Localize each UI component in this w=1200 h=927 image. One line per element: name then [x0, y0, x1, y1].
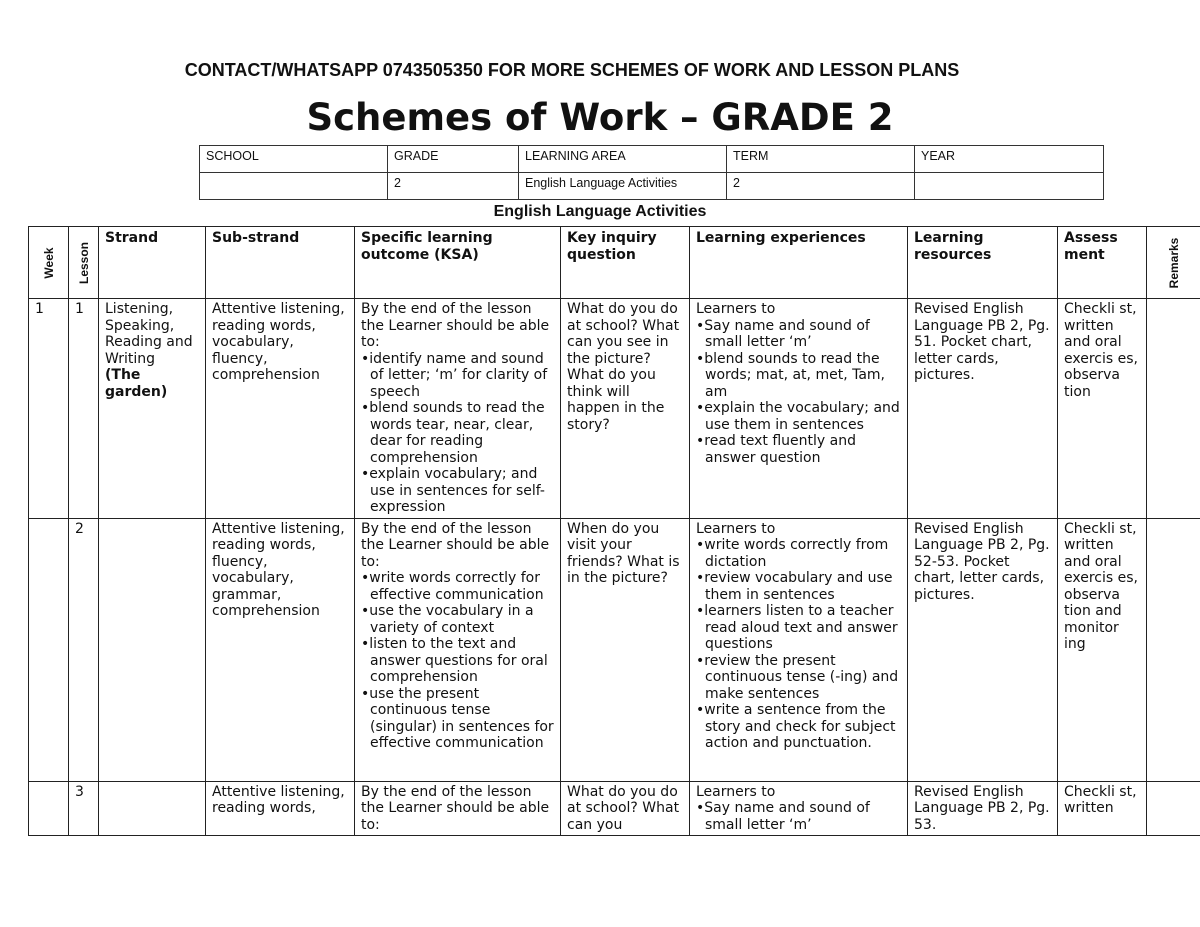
strand-text: Listening, Speaking, Reading and Writing	[105, 301, 193, 367]
list-item: • listen to the text and answer questions for oral comprehension	[361, 636, 554, 686]
meta-value-grade: 2	[388, 173, 519, 200]
col-strand: Strand	[99, 227, 206, 299]
experiences-intro: Learners to	[696, 520, 776, 537]
meta-table	[199, 145, 1104, 200]
slo-cell	[355, 299, 561, 519]
resources-cell: Revised English Language PB 2, Pg. 52-53. Pocket chart, letter cards, pictures.	[908, 518, 1058, 781]
experiences-list	[696, 800, 901, 833]
list-item: • learners listen to a teacher read aloud text and answer questions	[696, 603, 901, 653]
assessment-cell: Checkli st, written	[1058, 781, 1147, 836]
table-row	[29, 518, 1200, 781]
assessment-cell: Checkli st, written and oral exercis es, observa tion	[1058, 299, 1147, 519]
list-item: • review the present continuous tense (-ing) and make sentences	[696, 653, 901, 703]
lesson-cell: 1	[69, 299, 99, 519]
slo-intro: By the end of the lesson the Learner should be able to:	[361, 301, 550, 350]
list-item: • blend sounds to read the words tear, near, clear, dear for reading comprehension	[361, 400, 554, 466]
assessment-cell: Checkli st, written and oral exercis es, observa tion and monitor ing	[1058, 518, 1147, 781]
page-title: Schemes of Work – GRADE 2	[306, 96, 894, 139]
meta-label-school: SCHOOL	[200, 146, 388, 173]
col-lesson	[69, 227, 99, 299]
meta-value-row	[200, 173, 1104, 200]
meta-label-term: TERM	[727, 146, 915, 173]
col-sub-strand: Sub-strand	[206, 227, 355, 299]
header-row	[29, 227, 1200, 299]
key-inquiry-cell: What do you do at school? What can you	[561, 781, 690, 836]
list-item: • review vocabulary and use them in sentences	[696, 570, 901, 603]
experiences-list	[696, 537, 901, 752]
experiences-intro: Learners to	[696, 783, 776, 800]
week-cell	[29, 781, 69, 836]
meta-label-learning-area: LEARNING AREA	[519, 146, 727, 173]
list-item: • identify name and sound of letter; ‘m’ for clarity of speech	[361, 351, 554, 401]
resources-cell: Revised English Language PB 2, Pg. 53.	[908, 781, 1058, 836]
meta-value-school	[200, 173, 388, 200]
col-week	[29, 227, 69, 299]
week-cell: 1	[29, 299, 69, 519]
meta-label-row	[200, 146, 1104, 173]
list-item: • blend sounds to read the words; mat, at, met, Tam, am	[696, 351, 901, 401]
experiences-list	[696, 318, 901, 467]
col-remarks-label: Remarks	[1166, 237, 1181, 288]
meta-value-year	[915, 173, 1104, 200]
experiences-cell	[690, 518, 908, 781]
list-item: • write a sentence from the story and check for subject action and punctuation.	[696, 702, 901, 752]
col-key-inquiry: Key inquiry question	[561, 227, 690, 299]
sub-strand-cell: Attentive listening, reading words, fluency, vocabulary, grammar, comprehension	[206, 518, 355, 781]
list-item: • use the present continuous tense (singular) in sentences for effective communication	[361, 686, 554, 752]
slo-intro: By the end of the lesson the Learner should be able to:	[361, 783, 550, 833]
slo-list	[361, 570, 554, 752]
slo-cell	[355, 518, 561, 781]
meta-label-grade: GRADE	[388, 146, 519, 173]
col-assessment: Assess ment	[1058, 227, 1147, 299]
table-row	[29, 781, 1200, 836]
slo-intro: By the end of the lesson the Learner should be able to:	[361, 520, 550, 570]
experiences-cell	[690, 781, 908, 836]
list-item: • write words correctly from dictation	[696, 537, 901, 570]
remarks-cell	[1147, 518, 1200, 781]
remarks-cell	[1147, 299, 1200, 519]
key-inquiry-cell: What do you do at school? What can you see in the picture? What do you think will happen in the story?	[561, 299, 690, 519]
slo-list	[361, 351, 554, 516]
strand-cell	[99, 518, 206, 781]
list-item: • explain the vocabulary; and use them in sentences	[696, 400, 901, 433]
sub-strand-cell: Attentive listening, reading words, vocabulary, fluency, comprehension	[206, 299, 355, 519]
week-cell	[29, 518, 69, 781]
list-item: • Say name and sound of small letter ‘m’	[696, 318, 901, 351]
experiences-intro: Learners to	[696, 301, 776, 317]
contact-banner: CONTACT/WHATSAPP 0743505350 FOR MORE SCHEMES OF WORK AND LESSON PLANS	[184, 60, 960, 80]
strand-cell	[99, 781, 206, 836]
table-row	[29, 299, 1200, 519]
col-resources: Learning resources	[908, 227, 1058, 299]
meta-value-term: 2	[727, 173, 915, 200]
experiences-cell	[690, 299, 908, 519]
slo-cell	[355, 781, 561, 836]
subject-heading: English Language Activities	[493, 203, 707, 220]
list-item: • read text fluently and answer question	[696, 433, 901, 466]
strand-topic: (The garden)	[105, 367, 168, 400]
col-lesson-label: Lesson	[76, 241, 91, 284]
key-inquiry-cell: When do you visit your friends? What is in the picture?	[561, 518, 690, 781]
list-item: • write words correctly for effective communication	[361, 570, 554, 603]
resources-cell: Revised English Language PB 2, Pg. 51. Pocket chart, letter cards, pictures.	[908, 299, 1058, 519]
list-item: • Say name and sound of small letter ‘m’	[696, 800, 901, 833]
col-experiences: Learning experiences	[690, 227, 908, 299]
meta-label-year: YEAR	[915, 146, 1104, 173]
sub-strand-cell: Attentive listening, reading words,	[206, 781, 355, 836]
list-item: • explain vocabulary; and use in sentences for self-expression	[361, 466, 554, 516]
col-remarks	[1147, 227, 1200, 299]
scheme-table	[28, 226, 1200, 836]
meta-value-learning-area: English Language Activities	[519, 173, 727, 200]
remarks-cell	[1147, 781, 1200, 836]
col-week-label: Week	[41, 246, 56, 279]
lesson-cell: 2	[69, 518, 99, 781]
list-item: • use the vocabulary in a variety of context	[361, 603, 554, 636]
lesson-cell: 3	[69, 781, 99, 836]
strand-cell	[99, 299, 206, 519]
col-slo: Specific learning outcome (KSA)	[355, 227, 561, 299]
